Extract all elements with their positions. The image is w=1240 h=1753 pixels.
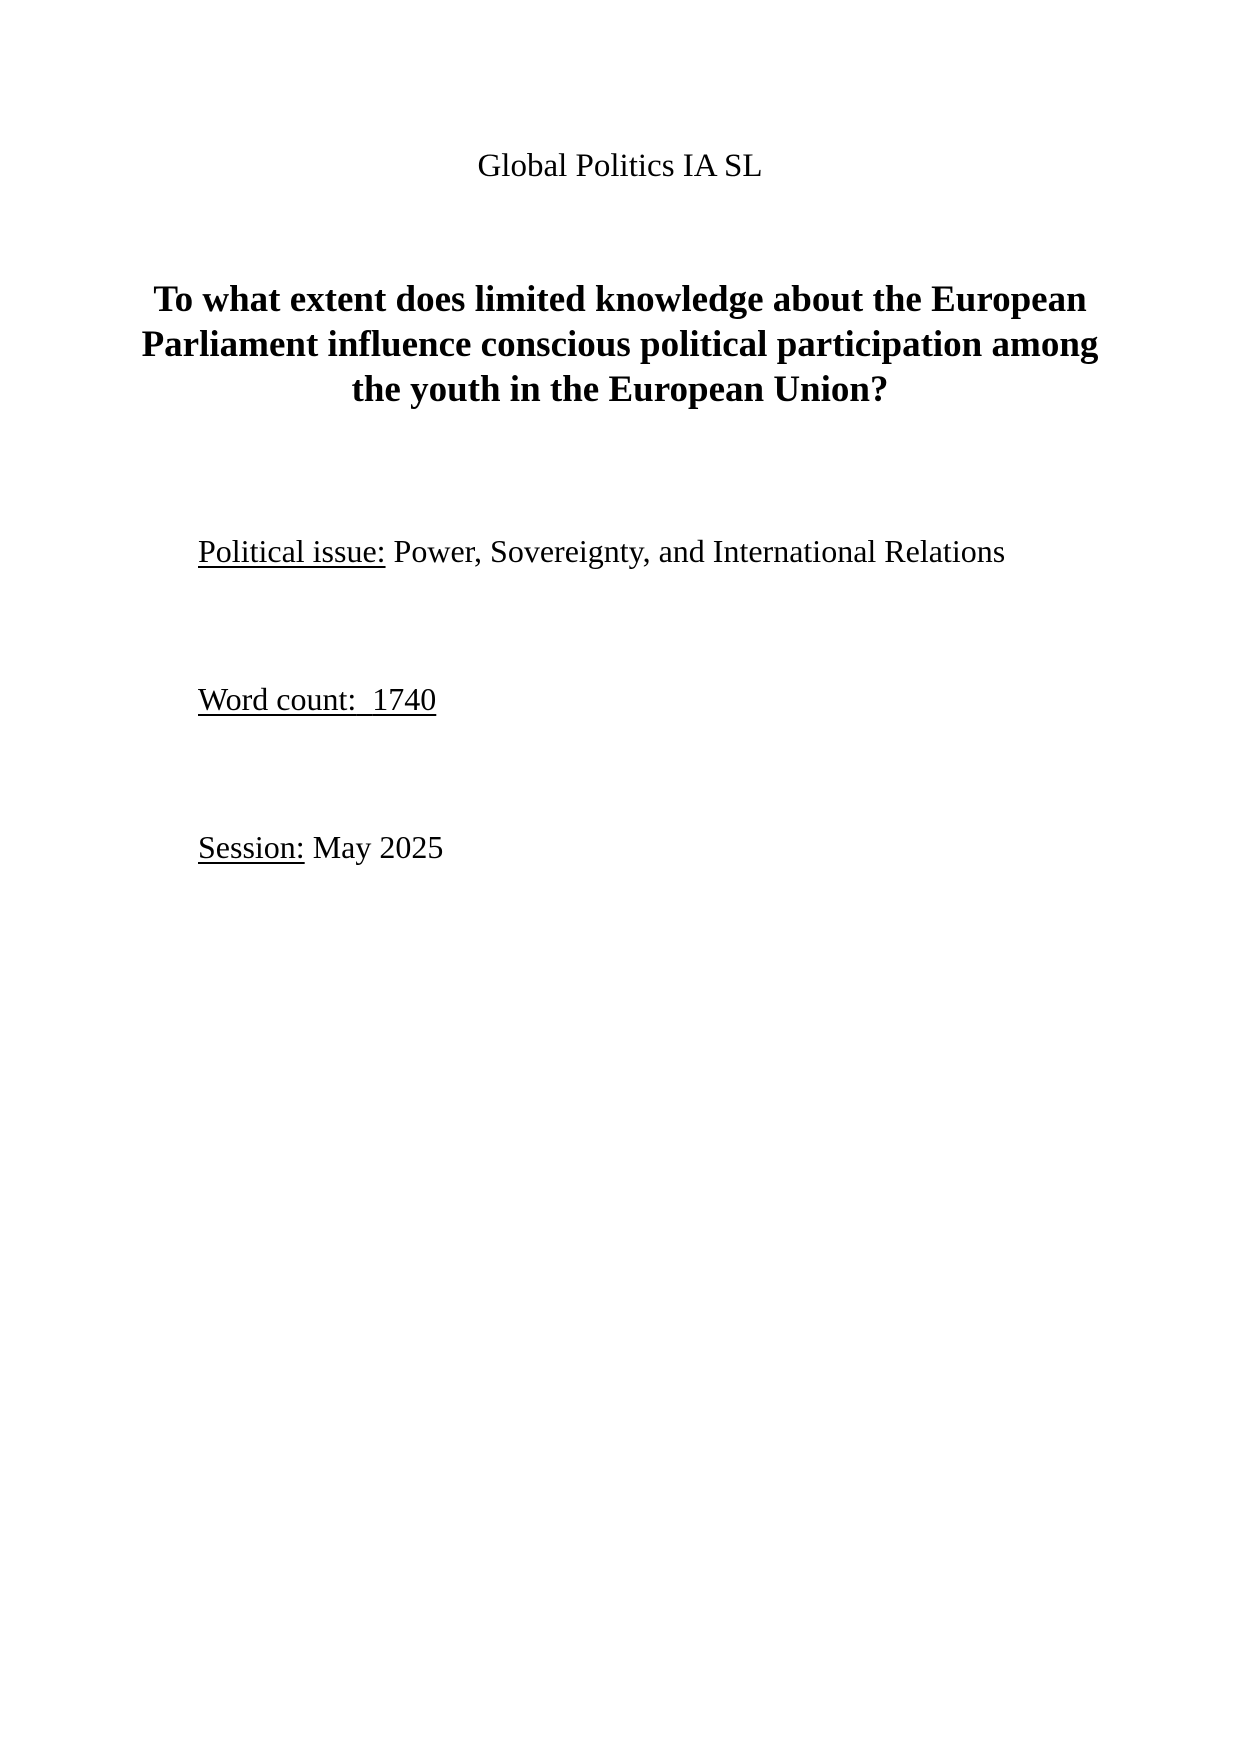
word-count-label: Word count: [198,681,357,717]
word-count-value: 1740 [372,681,437,717]
metadata-block [150,491,1090,935]
title-line: Parliament influence conscious political participation among [141,324,1099,365]
label-value-separator [305,829,313,865]
session-value: May 2025 [312,829,444,865]
political-issue-value: Power, Sovereignty, and International Relations [393,533,1006,569]
label-value-separator [386,533,394,569]
word-count-row [150,639,1090,759]
course-header: Global Politics IA SL [477,148,763,184]
title-line: the youth in the European Union? [351,369,889,410]
session-row [150,787,1090,907]
title-line: To what extent does limited knowledge about the European [153,279,1087,320]
political-issue-row [150,491,1090,611]
word-count-underlined-group [198,681,436,717]
research-question-title [0,277,1240,412]
label-value-separator [356,681,372,717]
political-issue-label: Political issue: [198,533,386,569]
session-label: Session: [198,829,305,865]
